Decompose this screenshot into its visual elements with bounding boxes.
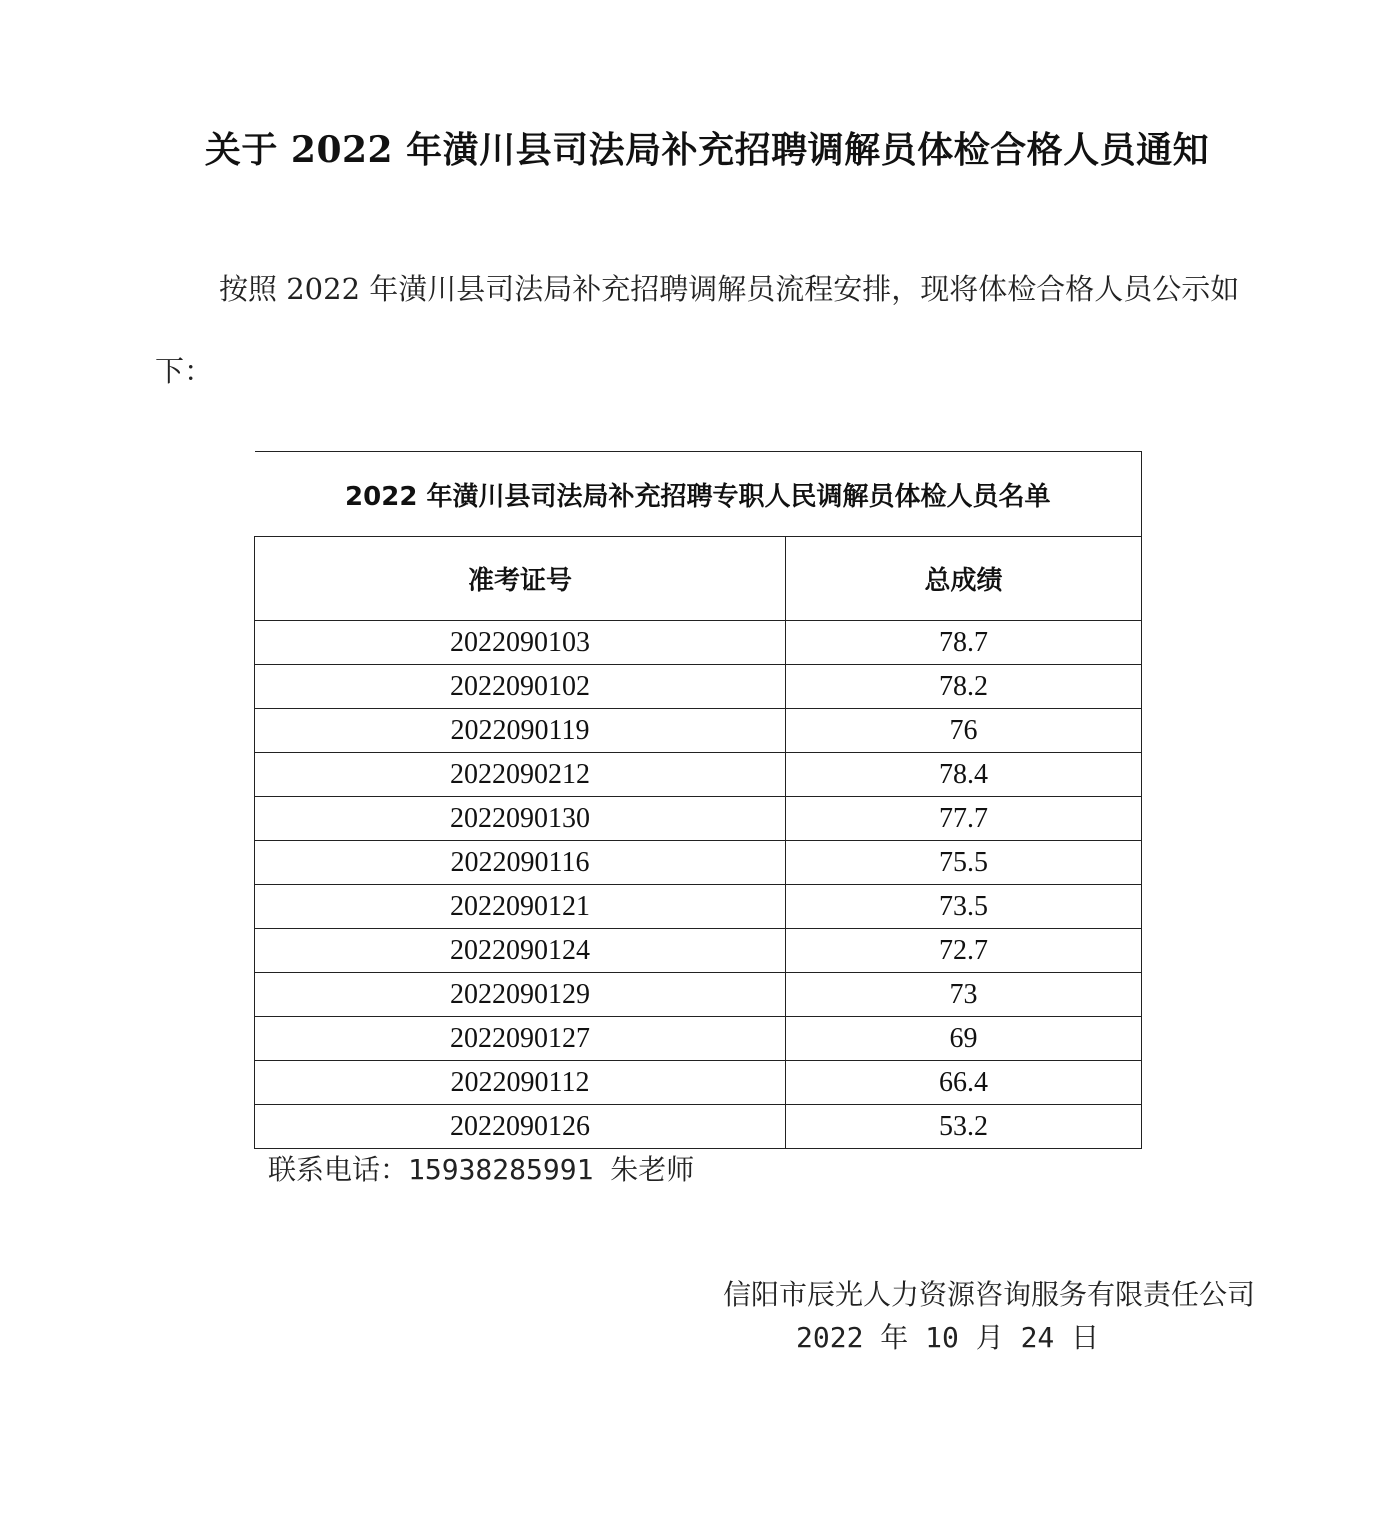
score-cell: 66.4 <box>786 1061 1142 1105</box>
score-cell: 73 <box>786 973 1142 1017</box>
exam-number-cell: 2022090112 <box>255 1061 786 1105</box>
table-row <box>255 753 1142 797</box>
exam-number-cell: 2022090124 <box>255 929 786 973</box>
candidate-table <box>254 451 1142 1149</box>
exam-number-cell: 2022090116 <box>255 841 786 885</box>
score-cell: 78.7 <box>786 621 1142 665</box>
header-total-score: 总成绩 <box>786 537 1142 621</box>
table-row <box>255 797 1142 841</box>
exam-number-cell: 2022090127 <box>255 1017 786 1061</box>
score-cell: 78.2 <box>786 665 1142 709</box>
score-cell: 75.5 <box>786 841 1142 885</box>
score-cell: 73.5 <box>786 885 1142 929</box>
issue-date: 2022 年 10 月 24 日 <box>796 1321 1100 1354</box>
table-row <box>255 621 1142 665</box>
table-row <box>255 973 1142 1017</box>
score-cell: 53.2 <box>786 1105 1142 1149</box>
exam-number-cell: 2022090129 <box>255 973 786 1017</box>
exam-number-cell: 2022090119 <box>255 709 786 753</box>
exam-number-cell: 2022090121 <box>255 885 786 929</box>
table-header-row <box>255 537 1142 621</box>
exam-number-cell: 2022090102 <box>255 665 786 709</box>
table-row <box>255 841 1142 885</box>
intro-paragraph: 按照 2022 年潢川县司法局补充招聘调解员流程安排，现将体检合格人员公示如下： <box>155 272 1240 388</box>
issuing-organization: 信阳市辰光人力资源咨询服务有限责任公司 <box>722 1278 1255 1311</box>
table-row <box>255 1061 1142 1105</box>
table-row <box>255 1017 1142 1061</box>
score-cell: 72.7 <box>786 929 1142 973</box>
table-caption-row <box>255 452 1142 537</box>
table-row <box>255 1105 1142 1149</box>
score-cell: 69 <box>786 1017 1142 1061</box>
table-row <box>255 929 1142 973</box>
contact-info: 联系电话：15938285991 朱老师 <box>268 1153 695 1186</box>
score-cell: 77.7 <box>786 797 1142 841</box>
table-row <box>255 709 1142 753</box>
table-caption: 2022 年潢川县司法局补充招聘专职人民调解员体检人员名单 <box>255 452 1142 537</box>
exam-number-cell: 2022090212 <box>255 753 786 797</box>
score-cell: 78.4 <box>786 753 1142 797</box>
exam-number-cell: 2022090126 <box>255 1105 786 1149</box>
score-cell: 76 <box>786 709 1142 753</box>
exam-number-cell: 2022090130 <box>255 797 786 841</box>
document-title: 关于 2022 年潢川县司法局补充招聘调解员体检合格人员通知 <box>204 129 1210 171</box>
header-exam-number: 准考证号 <box>255 537 786 621</box>
exam-number-cell: 2022090103 <box>255 621 786 665</box>
table-row <box>255 665 1142 709</box>
table-row <box>255 885 1142 929</box>
